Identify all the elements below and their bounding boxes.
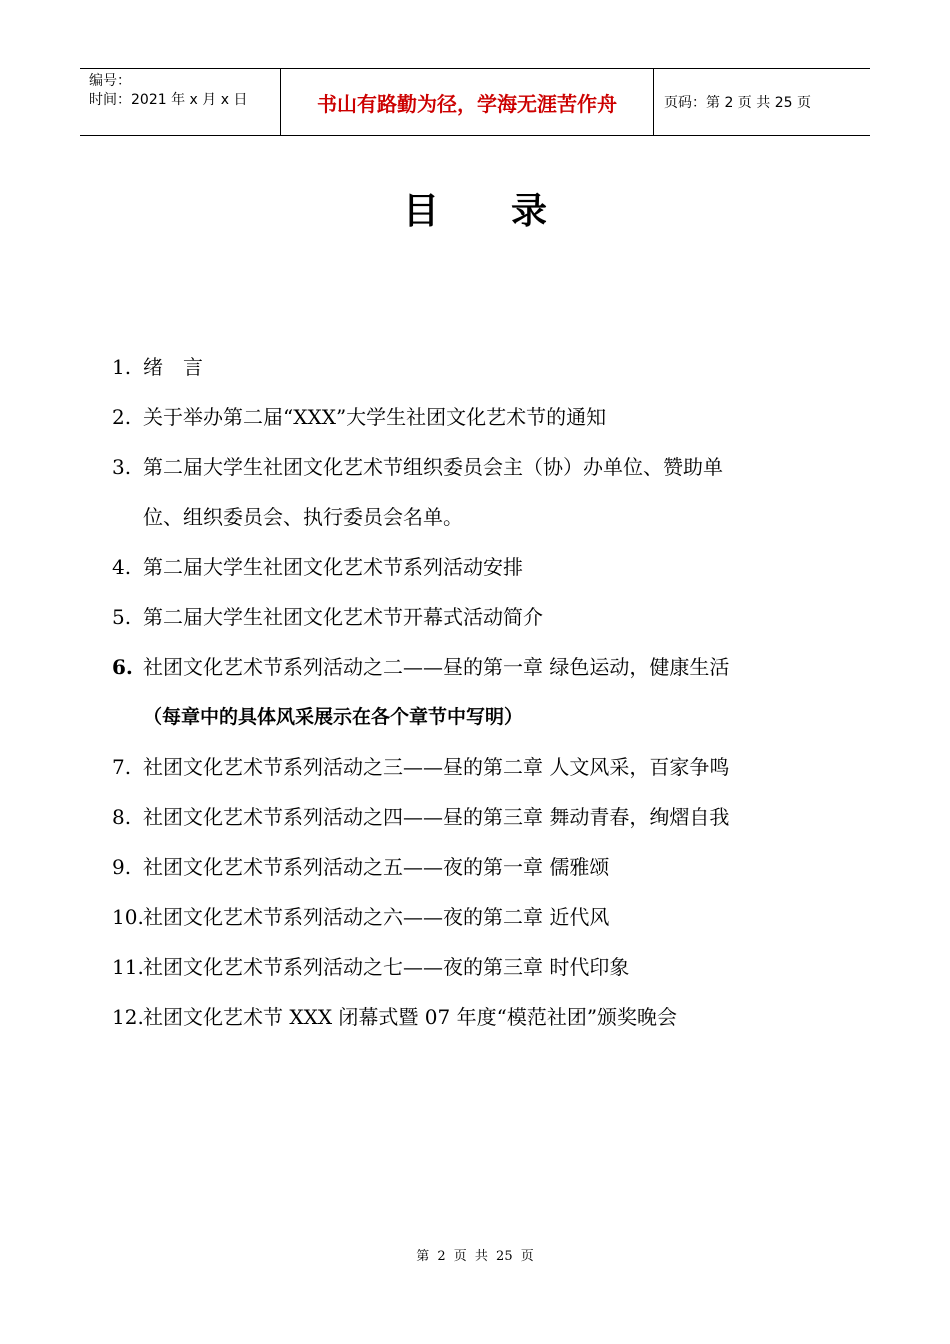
toc-item-text: 社团文化艺术节系列活动之三——昼的第二章 人文风采，百家争鸣 bbox=[143, 755, 730, 779]
toc-item bbox=[112, 442, 832, 492]
toc-item bbox=[112, 742, 832, 792]
toc-item-text: 社团文化艺术节系列活动之二——昼的第一章 绿色运动，健康生活 bbox=[143, 655, 730, 679]
page-footer: 第 2 页 共 25 页 bbox=[416, 1249, 534, 1264]
header-motto: 书山有路勤为径，学海无涯苦作舟 bbox=[281, 69, 654, 135]
toc-item bbox=[112, 642, 832, 692]
toc-item-number: 10. bbox=[112, 905, 144, 929]
toc-item-continuation: （每章中的具体风采展示在各个章节中写明） bbox=[143, 706, 524, 728]
toc-item bbox=[112, 542, 832, 592]
toc-item-number: 6. bbox=[112, 655, 133, 679]
toc-item-number: 11. bbox=[112, 955, 144, 979]
page-title: 目录 bbox=[402, 191, 619, 232]
toc-item bbox=[112, 942, 832, 992]
toc-item-number: 1. bbox=[112, 355, 132, 379]
header-meta bbox=[80, 69, 281, 135]
toc-item bbox=[112, 592, 832, 642]
toc-item-text: 绪 言 bbox=[143, 355, 203, 379]
toc-item bbox=[112, 842, 832, 892]
header-number-label: 编号： bbox=[89, 73, 131, 89]
toc-item bbox=[112, 342, 832, 392]
toc-item-number: 5. bbox=[112, 605, 132, 629]
toc-item-continuation: 位、组织委员会、执行委员会名单。 bbox=[143, 505, 463, 529]
toc-item-number: 7. bbox=[112, 755, 132, 779]
toc-item-number: 3. bbox=[112, 455, 132, 479]
toc-item-text: 第二届大学生社团文化艺术节系列活动安排 bbox=[143, 555, 523, 579]
toc-item bbox=[112, 892, 832, 942]
toc-item-text: 第二届大学生社团文化艺术节组织委员会主（协）办单位、赞助单 bbox=[143, 455, 723, 479]
toc-item-number: 12. bbox=[112, 1005, 144, 1029]
toc-item-text: 社团文化艺术节系列活动之五——夜的第一章 儒雅颂 bbox=[143, 855, 610, 879]
table-of-contents bbox=[112, 342, 832, 1042]
toc-item bbox=[112, 792, 832, 842]
toc-item-text: 关于举办第二届“XXX”大学生社团文化艺术节的通知 bbox=[143, 405, 607, 429]
page-header bbox=[80, 68, 870, 136]
header-time-label: 时间：2021 年 x 月 x 日 bbox=[89, 92, 248, 108]
toc-item-text: 社团文化艺术节系列活动之六——夜的第二章 近代风 bbox=[143, 905, 610, 929]
toc-item-text: 社团文化艺术节系列活动之七——夜的第三章 时代印象 bbox=[143, 955, 630, 979]
toc-item-number: 2. bbox=[112, 405, 132, 429]
toc-item-number: 4. bbox=[112, 555, 132, 579]
toc-item bbox=[112, 992, 832, 1042]
toc-item bbox=[112, 392, 832, 442]
toc-item-text: 社团文化艺术节 XXX 闭幕式暨 07 年度“模范社团”颁奖晚会 bbox=[143, 1005, 678, 1029]
toc-item-text: 第二届大学生社团文化艺术节开幕式活动简介 bbox=[143, 605, 543, 629]
toc-item-number: 8. bbox=[112, 805, 132, 829]
toc-item-number: 9. bbox=[112, 855, 132, 879]
header-page-info: 页码：第 2 页 共 25 页 bbox=[664, 95, 811, 111]
toc-item-text: 社团文化艺术节系列活动之四——昼的第三章 舞动青春，绚熠自我 bbox=[143, 805, 730, 829]
